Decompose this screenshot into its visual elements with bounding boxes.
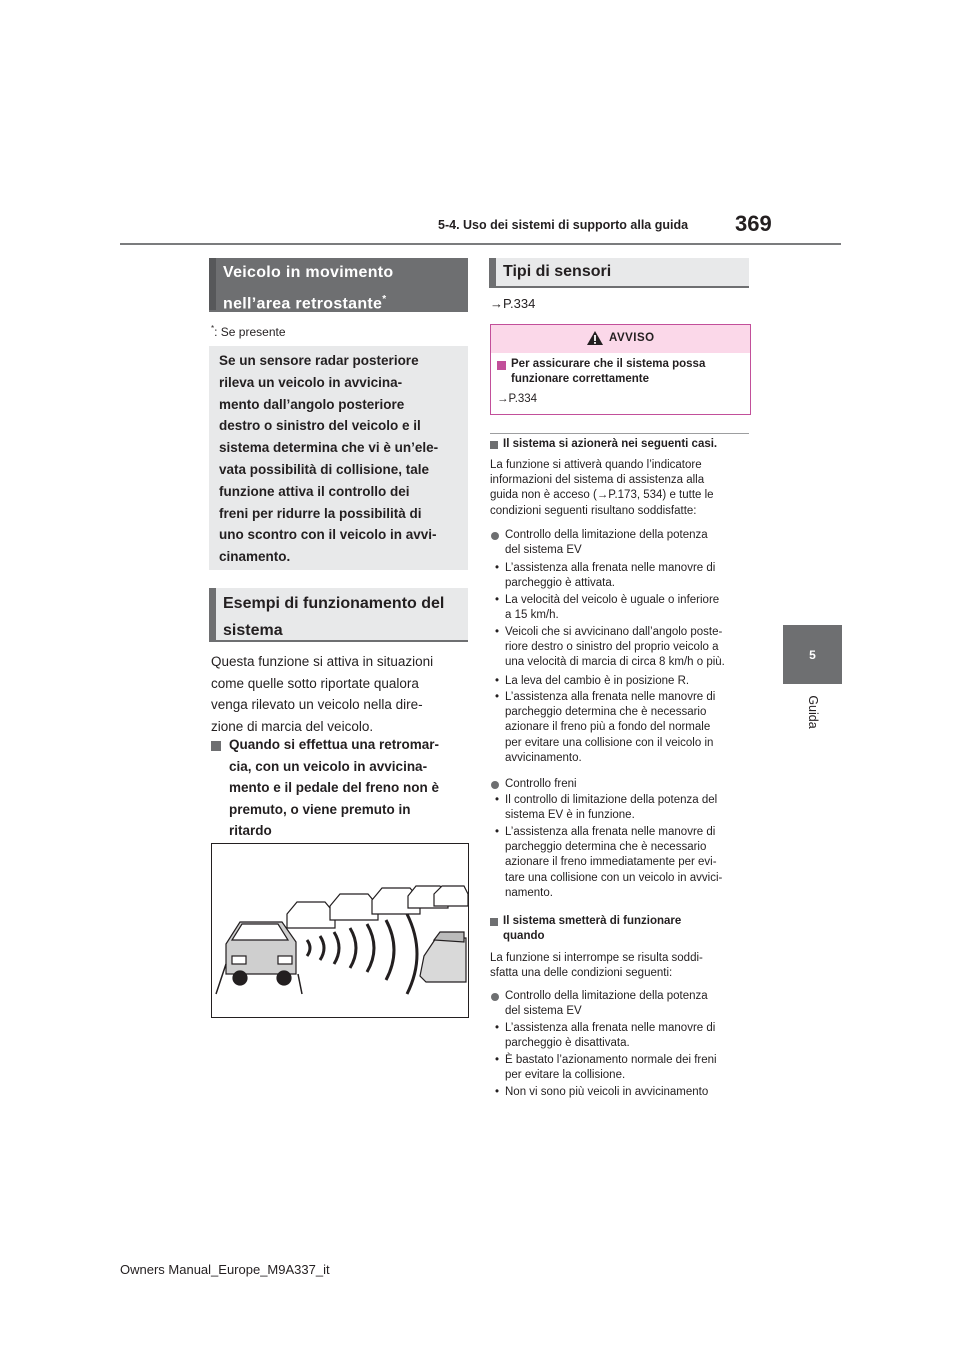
section-heading-line1: Veicolo in movimento — [223, 264, 394, 281]
round-bullet-icon — [491, 781, 499, 789]
page-reference-link[interactable]: →P.334 — [490, 296, 536, 311]
section-heading-line2: sistema — [223, 622, 283, 639]
heading-bar — [209, 258, 216, 310]
square-bullet-icon — [497, 361, 506, 370]
cars-radar-illustration — [212, 844, 468, 1017]
group2-title: Controllo freni — [505, 778, 577, 790]
subheading-activation: Il sistema si azionerà nei seguenti casi. — [503, 438, 718, 450]
page-number: 369 — [735, 211, 772, 236]
section-heading-line1: Esempi di funzionamento del — [223, 595, 445, 612]
heading-bar — [209, 588, 216, 640]
warning-box — [490, 324, 751, 415]
square-bullet-icon — [211, 741, 221, 751]
section-heading-sensor-types — [489, 258, 749, 288]
warning-triangle-icon — [586, 330, 604, 346]
chapter-tab-number: 5 — [783, 625, 842, 684]
round-bullet-icon — [491, 993, 499, 1001]
section-heading-text: Tipi di sensori — [503, 263, 612, 280]
section-heading-examples — [209, 588, 468, 642]
header-rule — [120, 243, 841, 245]
group3-title: Controllo della limitazione della potenza del sistema EV — [505, 990, 708, 1018]
square-bullet-icon — [490, 918, 498, 926]
body-paragraph: Questa funzione si attiva in situazioni come quelle sotto riportate qualora venga rilevato un veicolo nella dire- zione di marcia del veicolo. — [211, 654, 434, 734]
footnote: *: Se presente — [211, 324, 286, 339]
subheading-deactivation: Il sistema smetterà di funzionare quando — [503, 915, 682, 942]
warning-subheading: Per assicurare che il sistema possa funzionare correttamente — [511, 358, 706, 385]
warning-header — [491, 325, 750, 353]
warning-title: AVVISO — [609, 332, 655, 344]
parking-illustration — [211, 843, 469, 1018]
subheading-reverse: Quando si effettua una retromar- cia, con un veicolo in avvicina- mento e il pedale del freno non è premuto, o viene premuto in ritardo — [229, 737, 440, 838]
body-deactivation: La funzione si interrompe se risulta soddi- sfatta una delle condizioni seguenti: — [490, 952, 703, 980]
footer-document-id: Owners Manual_Europe_M9A337_it — [120, 1262, 330, 1277]
warning-page-reference[interactable]: →P.334 — [497, 393, 538, 405]
round-bullet-icon — [491, 532, 499, 540]
running-header-section: 5-4. Uso dei sistemi di supporto alla guida — [438, 218, 689, 232]
section-heading-line2: nell’area retrostante* — [223, 294, 387, 313]
summary-box — [209, 346, 468, 570]
group1-title: Controllo della limitazione della potenza del sistema EV — [505, 529, 708, 557]
square-bullet-icon — [490, 441, 498, 449]
chapter-tab-label: Guida — [805, 695, 820, 729]
section-heading-rear-vehicle — [209, 258, 468, 312]
summary-text: Se un sensore radar posteriore rileva un veicolo in avvicina- mento dall’angolo posteriore destro o sinistro del veicolo e il sistema determina che vi è un’ele- vata possibilità di collisione, tale funzione attiva il controllo dei freni per ridurre la possibilità di uno scontro con il veicolo in avvi- cinamento. — [219, 353, 439, 565]
heading-bar — [489, 258, 496, 286]
asterisk-mark: * — [382, 294, 387, 305]
divider — [490, 433, 749, 434]
body-activation: La funzione si attiverà quando l’indicatore informazioni del sistema di assistenza alla guida non è acceso (→P.173, 534) e tutte le condizioni seguenti risultano soddisfatte: — [490, 459, 714, 517]
